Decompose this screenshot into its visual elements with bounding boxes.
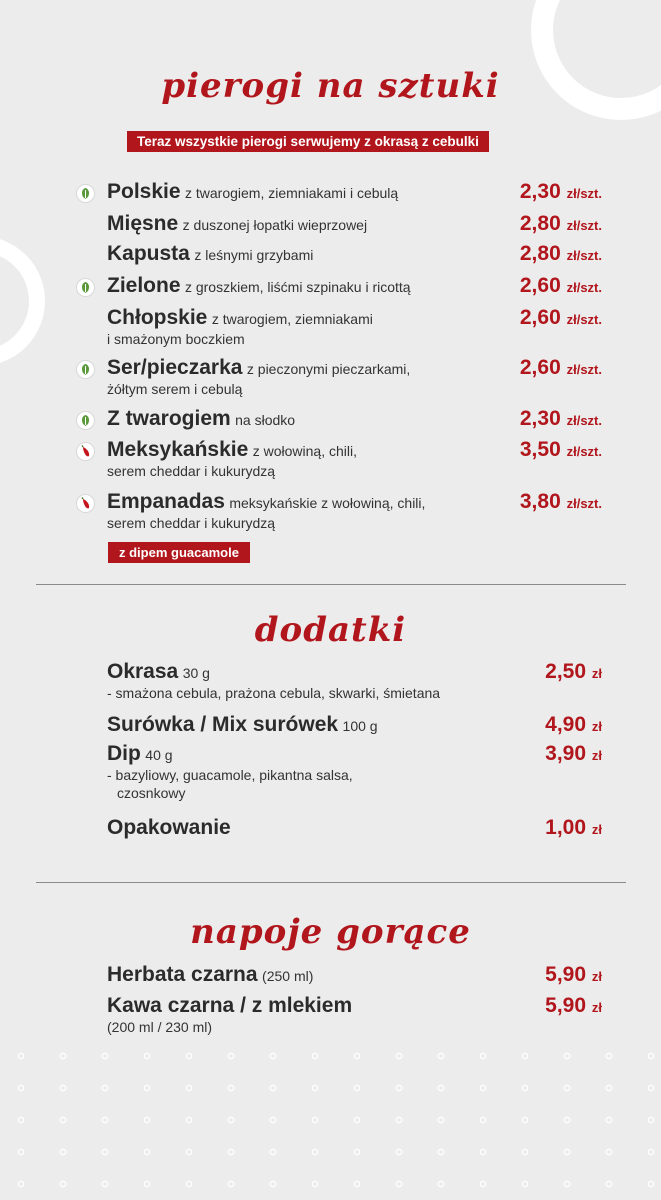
- item-name: Dip: [107, 742, 141, 765]
- menu-item: [107, 180, 602, 204]
- item-price: 2,60 zł/szt.: [519, 274, 602, 297]
- item-description: - bazyliowy, guacamole, pikantna salsa,: [107, 767, 353, 783]
- menu-item: [107, 963, 602, 987]
- item-price: 2,80 zł/szt.: [519, 212, 602, 235]
- menu-item: [107, 713, 602, 737]
- item-name: Polskie: [107, 180, 181, 203]
- item-weight: 100 g: [342, 718, 378, 734]
- divider: [36, 584, 626, 585]
- item-price: 2,60 zł/szt.: [519, 306, 602, 329]
- menu-item: [107, 490, 602, 532]
- item-description: z leśnymi grzybami: [194, 247, 314, 263]
- item-description: z twarogiem, ziemniakami i cebulą: [185, 185, 399, 201]
- item-price: 3,50 zł/szt.: [519, 438, 602, 461]
- decorative-ring-left: [0, 236, 45, 366]
- item-description: z twarogiem, ziemniakami: [211, 311, 373, 327]
- item-price: 2,30 zł/szt.: [519, 407, 602, 430]
- item-price: 2,80 zł/szt.: [519, 242, 602, 265]
- item-volume: (200 ml / 230 ml): [107, 1019, 213, 1035]
- decorative-dots-pattern: [0, 1040, 661, 1200]
- menu-item: [107, 407, 602, 431]
- item-name: Chłopskie: [107, 306, 208, 329]
- item-description-line2: serem cheddar i kukurydzą: [107, 463, 276, 479]
- menu-item: [107, 306, 602, 348]
- item-name: Kapusta: [107, 242, 190, 265]
- item-description: z wołowiną, chili,: [252, 443, 357, 459]
- menu-item: [107, 742, 602, 802]
- item-price: 3,80 zł/szt.: [519, 490, 602, 513]
- vege-icon: [76, 360, 95, 379]
- menu-item: [107, 816, 602, 840]
- menu-item: [107, 660, 602, 702]
- item-name: Opakowanie: [107, 816, 231, 839]
- item-weight: 30 g: [182, 665, 210, 681]
- dip-badge: z dipem guacamole: [108, 542, 250, 563]
- item-description: - smażona cebula, prażona cebula, skwarki, śmietana: [107, 685, 441, 701]
- item-price: 2,50 zł: [545, 660, 602, 683]
- item-description: meksykańskie z wołowiną, chili,: [229, 495, 426, 511]
- item-name: Okrasa: [107, 660, 179, 683]
- item-name: Meksykańskie: [107, 438, 249, 461]
- menu-item: [107, 242, 602, 266]
- item-price: 2,60 zł/szt.: [519, 356, 602, 379]
- item-name: Z twarogiem: [107, 407, 231, 430]
- item-description: z duszonej łopatki wieprzowej: [182, 217, 368, 233]
- item-name: Kawa czarna / z mlekiem: [107, 994, 353, 1017]
- item-description-line2: czosnkowy: [117, 785, 186, 801]
- item-price: 4,90 zł: [545, 713, 602, 736]
- item-name: Zielone: [107, 274, 181, 297]
- item-price: 2,30 zł/szt.: [519, 180, 602, 203]
- section-title-napoje: napoje gorące: [190, 912, 471, 952]
- promo-banner: Teraz wszystkie pierogi serwujemy z okrasą z cebulki: [127, 131, 489, 152]
- divider: [36, 882, 626, 883]
- vege-icon: [76, 278, 95, 297]
- item-price: 5,90 zł: [545, 994, 602, 1017]
- item-description: z pieczonymi pieczarkami,: [246, 361, 411, 377]
- chili-icon: [76, 442, 95, 461]
- vege-icon: [76, 184, 95, 203]
- menu-item: [107, 212, 602, 236]
- item-name: Ser/pieczarka: [107, 356, 243, 379]
- item-name: Herbata czarna: [107, 963, 258, 986]
- item-description-line2: i smażonym boczkiem: [107, 331, 245, 347]
- menu-item: [107, 274, 602, 298]
- item-price: 1,00 zł: [545, 816, 602, 839]
- item-price: 3,90 zł: [545, 742, 602, 765]
- item-weight: 40 g: [145, 747, 173, 763]
- menu-item: [107, 356, 602, 398]
- menu-item: [107, 994, 602, 1036]
- section-title-pierogi: pierogi na sztuki: [161, 66, 500, 106]
- item-volume: (250 ml): [262, 968, 314, 984]
- section-title-dodatki: dodatki: [254, 610, 407, 650]
- item-name: Mięsne: [107, 212, 179, 235]
- item-description-line2: serem cheddar i kukurydzą: [107, 515, 276, 531]
- chili-icon: [76, 494, 95, 513]
- item-description-line2: żółtym serem i cebulą: [107, 381, 243, 397]
- vege-icon: [76, 411, 95, 430]
- item-price: 5,90 zł: [545, 963, 602, 986]
- item-description: z groszkiem, liśćmi szpinaku i ricottą: [184, 279, 411, 295]
- item-name: Surówka / Mix surówek: [107, 713, 339, 736]
- item-description: na słodko: [235, 412, 296, 428]
- item-name: Empanadas: [107, 490, 225, 513]
- menu-item: [107, 438, 602, 480]
